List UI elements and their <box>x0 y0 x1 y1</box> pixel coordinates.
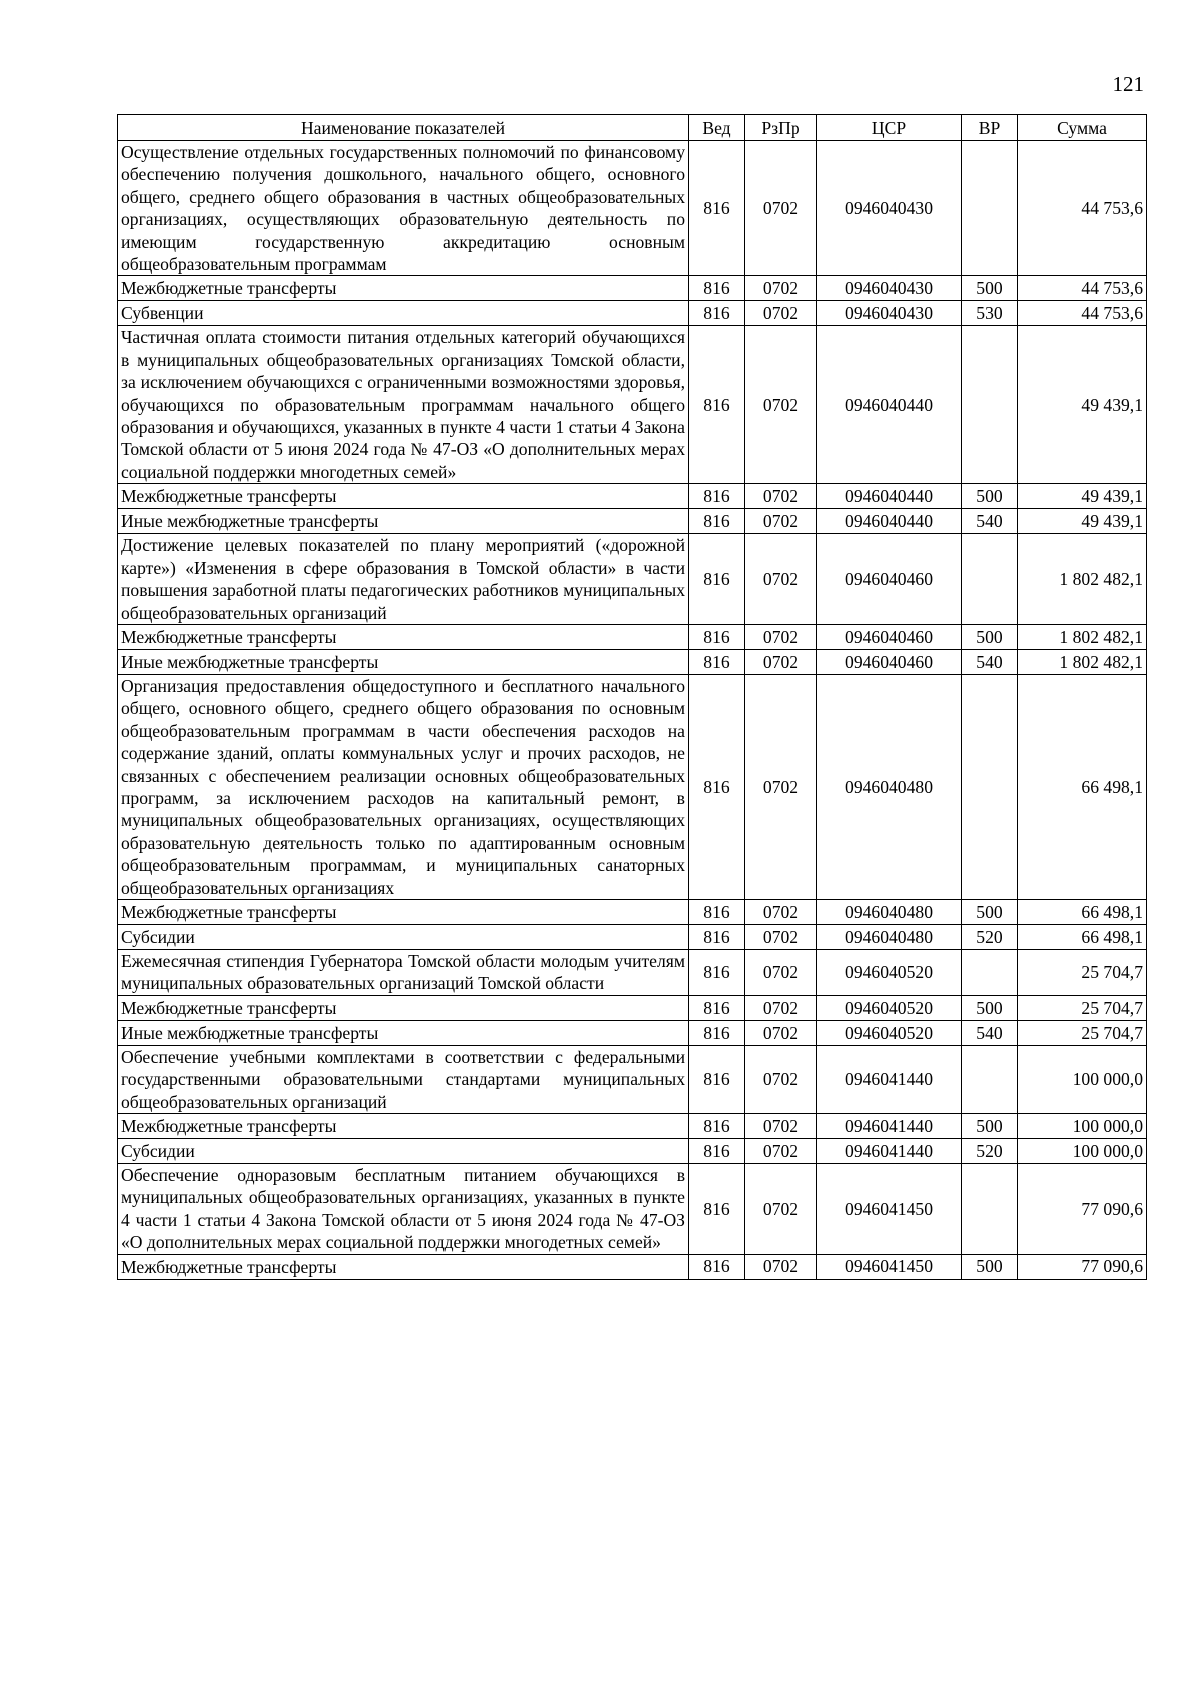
row-vr: 520 <box>962 924 1018 949</box>
row-vr: 500 <box>962 995 1018 1020</box>
row-sum: 25 704,7 <box>1018 995 1147 1020</box>
row-name: Субвенции <box>118 301 689 326</box>
row-ved: 816 <box>689 301 745 326</box>
row-ved: 816 <box>689 674 745 899</box>
table-row <box>118 995 1147 1020</box>
row-rzpr: 0702 <box>745 649 817 674</box>
row-vr <box>962 674 1018 899</box>
row-ved: 816 <box>689 899 745 924</box>
table-row <box>118 534 1147 625</box>
row-rzpr: 0702 <box>745 924 817 949</box>
row-vr: 500 <box>962 899 1018 924</box>
header-ved: Вед <box>689 115 745 141</box>
row-sum: 77 090,6 <box>1018 1254 1147 1279</box>
row-ved: 816 <box>689 624 745 649</box>
row-csr: 0946041450 <box>817 1254 962 1279</box>
row-csr: 0946040430 <box>817 276 962 301</box>
row-vr: 540 <box>962 509 1018 534</box>
row-sum: 44 753,6 <box>1018 276 1147 301</box>
row-ved: 816 <box>689 1164 745 1255</box>
table-row <box>118 624 1147 649</box>
row-sum: 49 439,1 <box>1018 326 1147 484</box>
row-rzpr: 0702 <box>745 949 817 995</box>
row-ved: 816 <box>689 1045 745 1113</box>
table-row <box>118 509 1147 534</box>
row-vr <box>962 949 1018 995</box>
row-csr: 0946041440 <box>817 1114 962 1139</box>
row-name: Межбюджетные трансферты <box>118 1114 689 1139</box>
row-name: Обеспечение одноразовым бесплатным питанием обучающихся в муниципальных общеобразовательных организациях, указанных в пункте 4 части 1 статьи 4 Закона Томской области от 5 июня 2024 года № 47-ОЗ «О дополнительных мерах социальной поддержки многодетных семей» <box>118 1164 689 1255</box>
table-row <box>118 899 1147 924</box>
row-sum: 100 000,0 <box>1018 1139 1147 1164</box>
row-ved: 816 <box>689 141 745 276</box>
row-vr <box>962 141 1018 276</box>
row-csr: 0946040430 <box>817 141 962 276</box>
row-ved: 816 <box>689 1020 745 1045</box>
row-name: Обеспечение учебными комплектами в соответствии с федеральными государственными образовательными стандартами муниципальных общеобразовательных организаций <box>118 1045 689 1113</box>
row-rzpr: 0702 <box>745 301 817 326</box>
table-row <box>118 1139 1147 1164</box>
header-vr: ВР <box>962 115 1018 141</box>
table-row <box>118 484 1147 509</box>
table-row <box>118 1020 1147 1045</box>
row-name: Частичная оплата стоимости питания отдельных категорий обучающихся в муниципальных общеобразовательных организациях Томской области, за исключением обучающихся с ограниченными возможностями здоровья, обучающихся по образовательным программам начального общего образования и обучающихся, указанных в пункте 4 части 1 статьи 4 Закона Томской области от 5 июня 2024 года № 47-ОЗ «О дополнительных мерах социальной поддержки многодетных семей» <box>118 326 689 484</box>
row-csr: 0946040480 <box>817 924 962 949</box>
row-vr <box>962 1045 1018 1113</box>
table-row <box>118 1114 1147 1139</box>
row-csr: 0946041450 <box>817 1164 962 1255</box>
table-row <box>118 1254 1147 1279</box>
row-rzpr: 0702 <box>745 1114 817 1139</box>
row-rzpr: 0702 <box>745 141 817 276</box>
header-sum: Сумма <box>1018 115 1147 141</box>
row-vr: 500 <box>962 1114 1018 1139</box>
header-rzpr: РзПр <box>745 115 817 141</box>
row-sum: 25 704,7 <box>1018 1020 1147 1045</box>
row-csr: 0946041440 <box>817 1139 962 1164</box>
row-name: Субсидии <box>118 1139 689 1164</box>
row-name: Иные межбюджетные трансферты <box>118 649 689 674</box>
row-name: Межбюджетные трансферты <box>118 899 689 924</box>
row-name: Межбюджетные трансферты <box>118 1254 689 1279</box>
row-ved: 816 <box>689 326 745 484</box>
table-row <box>118 276 1147 301</box>
row-name: Межбюджетные трансферты <box>118 484 689 509</box>
row-sum: 100 000,0 <box>1018 1045 1147 1113</box>
table-row <box>118 649 1147 674</box>
row-name: Межбюджетные трансферты <box>118 276 689 301</box>
row-vr: 540 <box>962 649 1018 674</box>
row-csr: 0946040480 <box>817 674 962 899</box>
row-csr: 0946040430 <box>817 301 962 326</box>
row-sum: 49 439,1 <box>1018 484 1147 509</box>
row-vr: 500 <box>962 276 1018 301</box>
row-ved: 816 <box>689 949 745 995</box>
header-csr: ЦСР <box>817 115 962 141</box>
row-ved: 816 <box>689 534 745 625</box>
table-row <box>118 949 1147 995</box>
row-rzpr: 0702 <box>745 276 817 301</box>
row-rzpr: 0702 <box>745 509 817 534</box>
row-name: Достижение целевых показателей по плану мероприятий («дорожной карте») «Изменения в сфере образования в Томской области» в части повышения заработной платы педагогических работников муниципальных общеобразовательных организаций <box>118 534 689 625</box>
row-sum: 66 498,1 <box>1018 924 1147 949</box>
row-ved: 816 <box>689 924 745 949</box>
row-ved: 816 <box>689 995 745 1020</box>
row-rzpr: 0702 <box>745 1045 817 1113</box>
row-sum: 44 753,6 <box>1018 301 1147 326</box>
row-name: Субсидии <box>118 924 689 949</box>
row-vr: 530 <box>962 301 1018 326</box>
row-name: Организация предоставления общедоступного и бесплатного начального общего, основного общего, среднего общего образования по основным общеобразовательным программам в части обеспечения расходов на содержание зданий, оплаты коммунальных услуг и прочих расходов, не связанных с обеспечением реализации основных общеобразовательных программ, за исключением расходов на капитальный ремонт, в муниципальных общеобразовательных организациях, осуществляющих образовательную деятельность только по адаптированным основным общеобразовательным программам, и муниципальных санаторных общеобразовательных организациях <box>118 674 689 899</box>
row-vr <box>962 534 1018 625</box>
row-csr: 0946040460 <box>817 649 962 674</box>
table-row <box>118 1045 1147 1113</box>
table-header-row <box>118 115 1147 141</box>
header-name: Наименование показателей <box>118 115 689 141</box>
row-rzpr: 0702 <box>745 1164 817 1255</box>
row-name: Межбюджетные трансферты <box>118 995 689 1020</box>
row-rzpr: 0702 <box>745 674 817 899</box>
budget-table <box>117 114 1147 1280</box>
row-csr: 0946040460 <box>817 624 962 649</box>
row-csr: 0946040520 <box>817 995 962 1020</box>
table-row <box>118 301 1147 326</box>
table-row <box>118 141 1147 276</box>
row-rzpr: 0702 <box>745 1254 817 1279</box>
row-ved: 816 <box>689 484 745 509</box>
table-row <box>118 326 1147 484</box>
row-rzpr: 0702 <box>745 326 817 484</box>
row-sum: 25 704,7 <box>1018 949 1147 995</box>
row-ved: 816 <box>689 1114 745 1139</box>
row-csr: 0946040520 <box>817 949 962 995</box>
row-rzpr: 0702 <box>745 1139 817 1164</box>
row-vr: 540 <box>962 1020 1018 1045</box>
row-csr: 0946040440 <box>817 509 962 534</box>
row-vr <box>962 1164 1018 1255</box>
row-csr: 0946040440 <box>817 326 962 484</box>
row-sum: 1 802 482,1 <box>1018 534 1147 625</box>
row-rzpr: 0702 <box>745 1020 817 1045</box>
row-sum: 44 753,6 <box>1018 141 1147 276</box>
row-name: Иные межбюджетные трансферты <box>118 1020 689 1045</box>
page-number: 121 <box>1112 72 1144 96</box>
row-ved: 816 <box>689 1254 745 1279</box>
row-csr: 0946040480 <box>817 899 962 924</box>
row-name: Иные межбюджетные трансферты <box>118 509 689 534</box>
row-vr: 500 <box>962 1254 1018 1279</box>
row-name: Ежемесячная стипендия Губернатора Томской области молодым учителям муниципальных образовательных организаций Томской области <box>118 949 689 995</box>
row-vr <box>962 326 1018 484</box>
row-rzpr: 0702 <box>745 624 817 649</box>
row-csr: 0946041440 <box>817 1045 962 1113</box>
row-ved: 816 <box>689 509 745 534</box>
row-sum: 1 802 482,1 <box>1018 624 1147 649</box>
row-name: Межбюджетные трансферты <box>118 624 689 649</box>
row-ved: 816 <box>689 1139 745 1164</box>
row-ved: 816 <box>689 649 745 674</box>
row-name: Осуществление отдельных государственных полномочий по финансовому обеспечению получения дошкольного, начального общего, основного общего, среднего общего образования в частных общеобразовательных организациях, осуществляющих образовательную деятельность по имеющим государственную аккредитацию основным общеобразовательным программам <box>118 141 689 276</box>
row-rzpr: 0702 <box>745 899 817 924</box>
table-row <box>118 924 1147 949</box>
row-sum: 100 000,0 <box>1018 1114 1147 1139</box>
row-sum: 77 090,6 <box>1018 1164 1147 1255</box>
row-vr: 500 <box>962 624 1018 649</box>
row-csr: 0946040460 <box>817 534 962 625</box>
row-csr: 0946040440 <box>817 484 962 509</box>
row-rzpr: 0702 <box>745 534 817 625</box>
row-sum: 66 498,1 <box>1018 674 1147 899</box>
table-row <box>118 1164 1147 1255</box>
row-sum: 1 802 482,1 <box>1018 649 1147 674</box>
row-csr: 0946040520 <box>817 1020 962 1045</box>
row-sum: 66 498,1 <box>1018 899 1147 924</box>
row-vr: 520 <box>962 1139 1018 1164</box>
row-rzpr: 0702 <box>745 995 817 1020</box>
row-vr: 500 <box>962 484 1018 509</box>
row-rzpr: 0702 <box>745 484 817 509</box>
table-row <box>118 674 1147 899</box>
row-sum: 49 439,1 <box>1018 509 1147 534</box>
row-ved: 816 <box>689 276 745 301</box>
